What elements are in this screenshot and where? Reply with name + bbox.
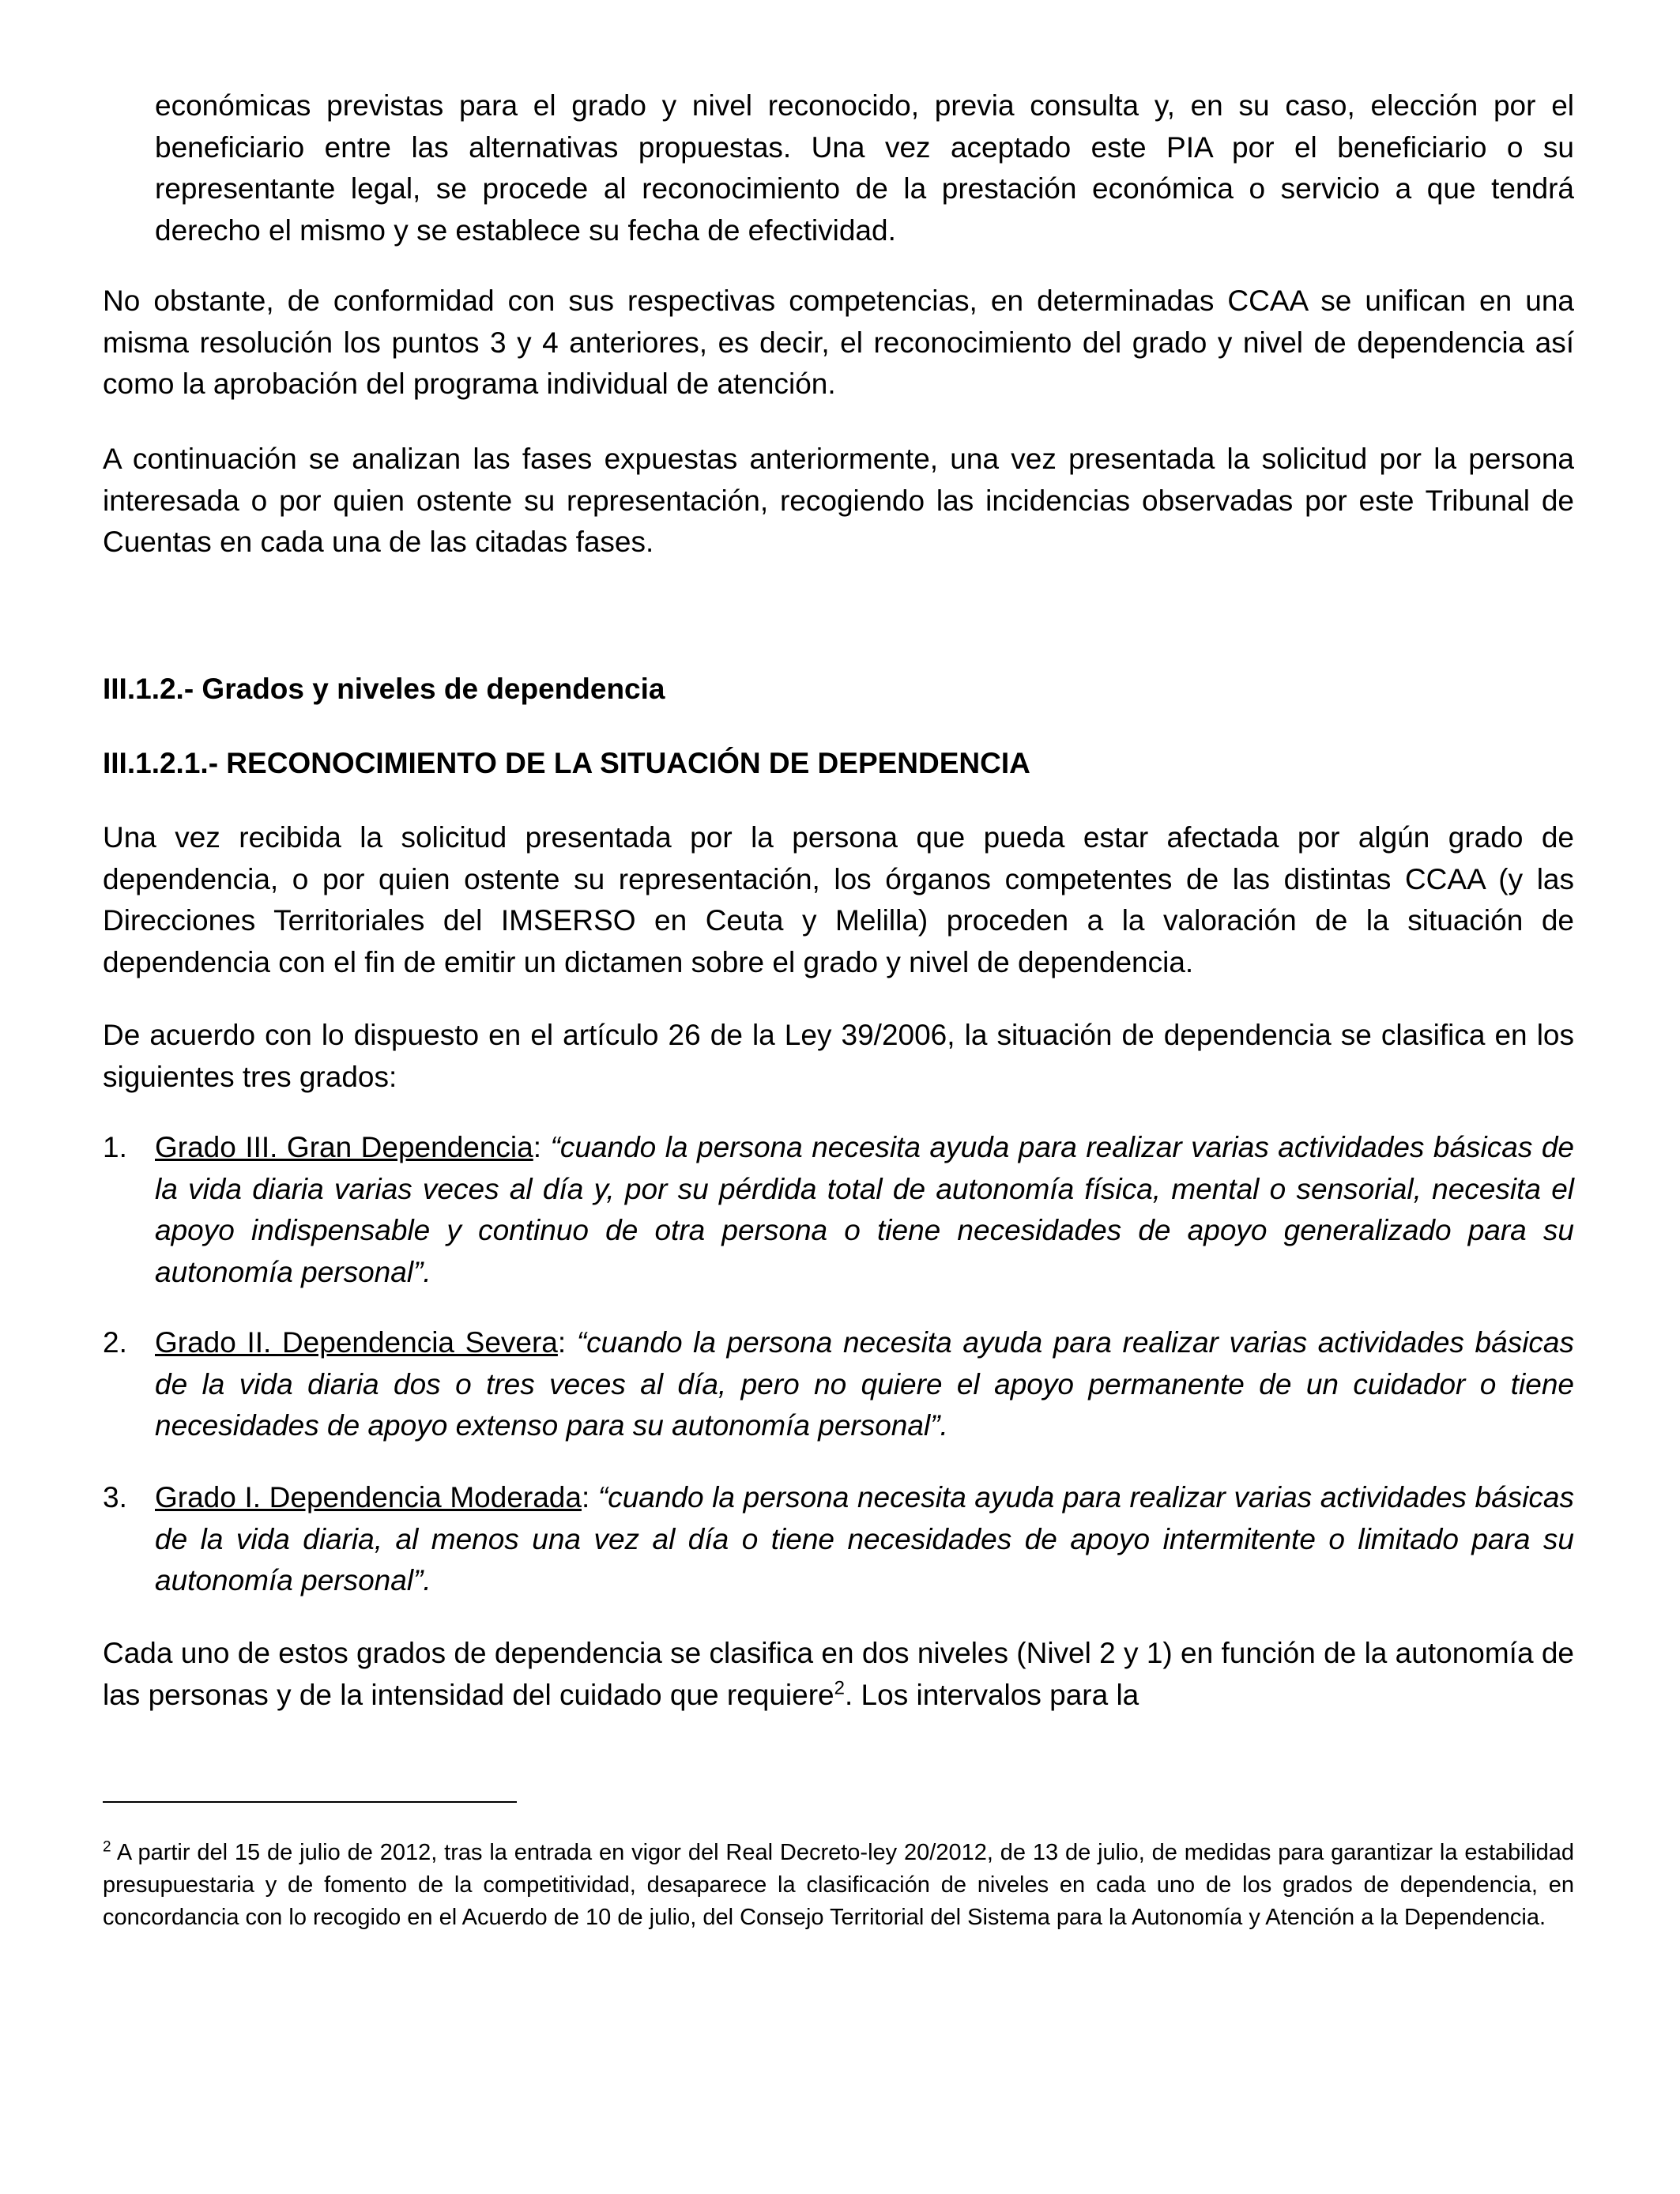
footnote-reference[interactable]: 2 bbox=[834, 1677, 845, 1699]
grade-definition bbox=[155, 1477, 1574, 1602]
section-heading: III.1.2.- Grados y niveles de dependencia bbox=[103, 673, 665, 705]
paragraph-levels-text: Cada uno de estos grados de dependencia se clasifica en dos niveles (Nivel 2 y 1) en función de la autonomía de las personas y de la intensidad del cuidado que requiere bbox=[103, 1637, 1574, 1711]
paragraph-levels bbox=[103, 1633, 1574, 1716]
grade-term: Grado III. Gran Dependencia bbox=[155, 1131, 533, 1163]
grade-term: Grado I. Dependencia Moderada bbox=[155, 1481, 582, 1514]
subsection-heading: III.1.2.1.- RECONOCIMIENTO DE LA SITUACIÓN DE DEPENDENCIA bbox=[103, 747, 1030, 779]
grade-quote: “cuando la persona necesita ayuda para realizar varias actividades básicas de la vida diaria varias veces al día y, por su pérdida total de autonomía física, mental o sensorial, necesita el apoyo indispensable y continuo de otra persona o tiene necesidades de apoyo generalizado para su autonomía personal”. bbox=[155, 1131, 1574, 1288]
grade-separator: : bbox=[533, 1131, 551, 1163]
footnote-marker: 2 bbox=[103, 1838, 111, 1856]
list-number: 2. bbox=[103, 1326, 127, 1359]
grade-quote: “cuando la persona necesita ayuda para realizar varias actividades básicas de la vida diaria, al menos una vez al día o tiene necesidades de apoyo intermitente o limitado para su autonomía personal”. bbox=[155, 1481, 1575, 1597]
footnote bbox=[103, 1837, 1574, 1934]
grade-term: Grado II. Dependencia Severa bbox=[155, 1326, 558, 1359]
grade-separator: : bbox=[581, 1481, 598, 1514]
paragraph-levels-text-end: . Los intervalos para la bbox=[845, 1678, 1139, 1711]
paragraph-pia-continuation: económicas previstas para el grado y nivel reconocido, previa consulta y, en su caso, elección por el beneficiario entre las alternativas propuestas. Una vez aceptado este PIA por el beneficiario o su representante legal, se procede al reconocimiento de la prestación económica o servicio a que tendrá derecho el mismo y se establece su fecha de efectividad. bbox=[155, 89, 1574, 247]
paragraph-request-received: Una vez recibida la solicitud presentada por la persona que pueda estar afectada por algún grado de dependencia, o por quien ostente su representación, los órganos competentes de las distintas CCAA (y las Direcciones Territoriales del IMSERSO en Ceuta y Melilla) proceden a la valoración de la situación de dependencia con el fin de emitir un dictamen sobre el grado y nivel de dependencia. bbox=[103, 821, 1574, 978]
paragraph-article-26: De acuerdo con lo dispuesto en el artículo 26 de la Ley 39/2006, la situación de dependencia se clasifica en los siguientes tres grados: bbox=[103, 1019, 1574, 1093]
footnote-separator bbox=[103, 1801, 517, 1803]
grade-quote: “cuando la persona necesita ayuda para realizar varias actividades básicas de la vida diaria dos o tres veces al día, pero no quiere el apoyo permanente de un cuidador o tiene necesidades de apoyo extenso para su autonomía personal”. bbox=[155, 1326, 1575, 1442]
paragraph-ccaa-unification: No obstante, de conformidad con sus respectivas competencias, en determinadas CCAA se unifican en una misma resolución los puntos 3 y 4 anteriores, es decir, el reconocimiento del grado y nivel de dependencia así como la aprobación del programa individual de atención. bbox=[103, 285, 1574, 401]
grade-definition bbox=[155, 1127, 1574, 1293]
grade-separator: : bbox=[557, 1326, 577, 1359]
list-number: 1. bbox=[103, 1131, 127, 1163]
grade-definition bbox=[155, 1322, 1574, 1447]
paragraph-phases-analysis: A continuación se analizan las fases expuestas anteriormente, una vez presentada la solicitud por la persona interesada o por quien ostente su representación, recogiendo las incidencias observadas por este Tribunal de Cuentas en cada una de las citadas fases. bbox=[103, 443, 1574, 559]
list-number: 3. bbox=[103, 1481, 127, 1514]
footnote-text: A partir del 15 de julio de 2012, tras la entrada en vigor del Real Decreto-ley 20/2012, de 13 de julio, de medidas para garantizar la estabilidad presupuestaria y de fomento de la competitividad, desaparece la clasificación de niveles en cada uno de los grados de dependencia, en concordancia con lo recogido en el Acuerdo de 10 de julio, del Consejo Territorial del Sistema para la Autonomía y Atención a la Dependencia. bbox=[103, 1840, 1574, 1930]
